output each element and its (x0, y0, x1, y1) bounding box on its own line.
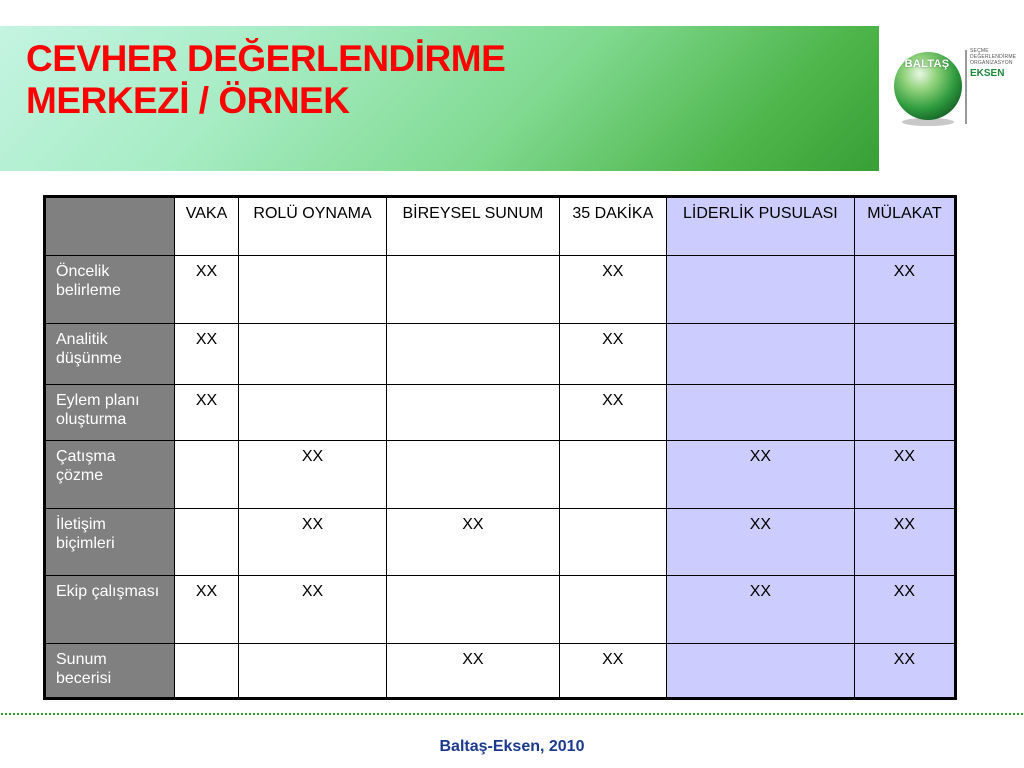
table-cell (239, 385, 387, 441)
row-header: Eylem planı oluşturma (45, 385, 175, 441)
table-corner-cell (45, 197, 175, 256)
slide-title-line-2: MERKEZİ / ÖRNEK (26, 80, 350, 121)
table-cell: XX (387, 509, 560, 576)
table-cell: XX (666, 441, 854, 509)
table-cell (559, 576, 666, 644)
table-cell (854, 385, 955, 441)
table-cell (387, 256, 560, 324)
table-cell (175, 644, 239, 699)
table-cell (666, 385, 854, 441)
table-cell: XX (666, 509, 854, 576)
logo-sub-brand: EKSEN (970, 68, 1005, 79)
table-row (45, 441, 956, 509)
table-cell (175, 441, 239, 509)
table-cell: XX (666, 576, 854, 644)
table-cell: XX (559, 324, 666, 385)
column-header: LİDERLİK PUSULASI (666, 197, 854, 256)
row-header: Ekip çalışması (45, 576, 175, 644)
table-cell (387, 441, 560, 509)
table-cell: XX (854, 644, 955, 699)
logo-tagline-1: SEÇME (970, 48, 989, 54)
slide-title-line-1: CEVHER DEĞERLENDİRME (26, 38, 506, 79)
table-cell (854, 324, 955, 385)
table-cell: XX (239, 509, 387, 576)
table-cell: XX (387, 644, 560, 699)
row-header: Analitik düşünme (45, 324, 175, 385)
table-cell (239, 324, 387, 385)
table-row (45, 324, 956, 385)
logo-brand-text: BALTAŞ (904, 58, 950, 70)
column-header: BİREYSEL SUNUM (387, 197, 560, 256)
table-cell: XX (559, 256, 666, 324)
table-cell: XX (559, 385, 666, 441)
table-cell (239, 256, 387, 324)
table-row (45, 385, 956, 441)
table-row (45, 509, 956, 576)
logo-side-text (970, 48, 1024, 79)
assessment-matrix-table (43, 195, 957, 700)
column-header: ROLÜ OYNAMA (239, 197, 387, 256)
column-header: 35 DAKİKA (559, 197, 666, 256)
table-header-row (45, 197, 956, 256)
logo-tagline-3: ORGANİZASYON (970, 60, 1013, 66)
table-cell (387, 576, 560, 644)
table-cell: XX (175, 576, 239, 644)
row-header: Çatışma çözme (45, 441, 175, 509)
footer-text: Baltaş-Eksen, 2010 (439, 738, 585, 755)
table-row (45, 256, 956, 324)
table-cell (666, 644, 854, 699)
table-cell (387, 324, 560, 385)
table-cell: XX (854, 576, 955, 644)
column-header: VAKA (175, 197, 239, 256)
column-header: MÜLAKAT (854, 197, 955, 256)
table-cell: XX (854, 509, 955, 576)
table-cell: XX (175, 324, 239, 385)
table-cell: XX (559, 644, 666, 699)
row-header: İletişim biçimleri (45, 509, 175, 576)
table-cell: XX (175, 385, 239, 441)
table-row (45, 644, 956, 699)
table-cell: XX (239, 576, 387, 644)
table-cell: XX (854, 256, 955, 324)
table-cell (559, 509, 666, 576)
table-cell (666, 324, 854, 385)
table-cell: XX (854, 441, 955, 509)
row-header: Sunum becerisi (45, 644, 175, 699)
table-cell (666, 256, 854, 324)
table-cell: XX (175, 256, 239, 324)
table-cell (387, 385, 560, 441)
row-header: Öncelik belirleme (45, 256, 175, 324)
table-cell (175, 509, 239, 576)
logo-tagline-2: DEĞERLENDİRME (970, 54, 1017, 60)
table-cell (239, 644, 387, 699)
table-row (45, 576, 956, 644)
slide-title (26, 38, 505, 122)
table-cell (559, 441, 666, 509)
dotted-divider (0, 712, 1024, 716)
table-cell: XX (239, 441, 387, 509)
